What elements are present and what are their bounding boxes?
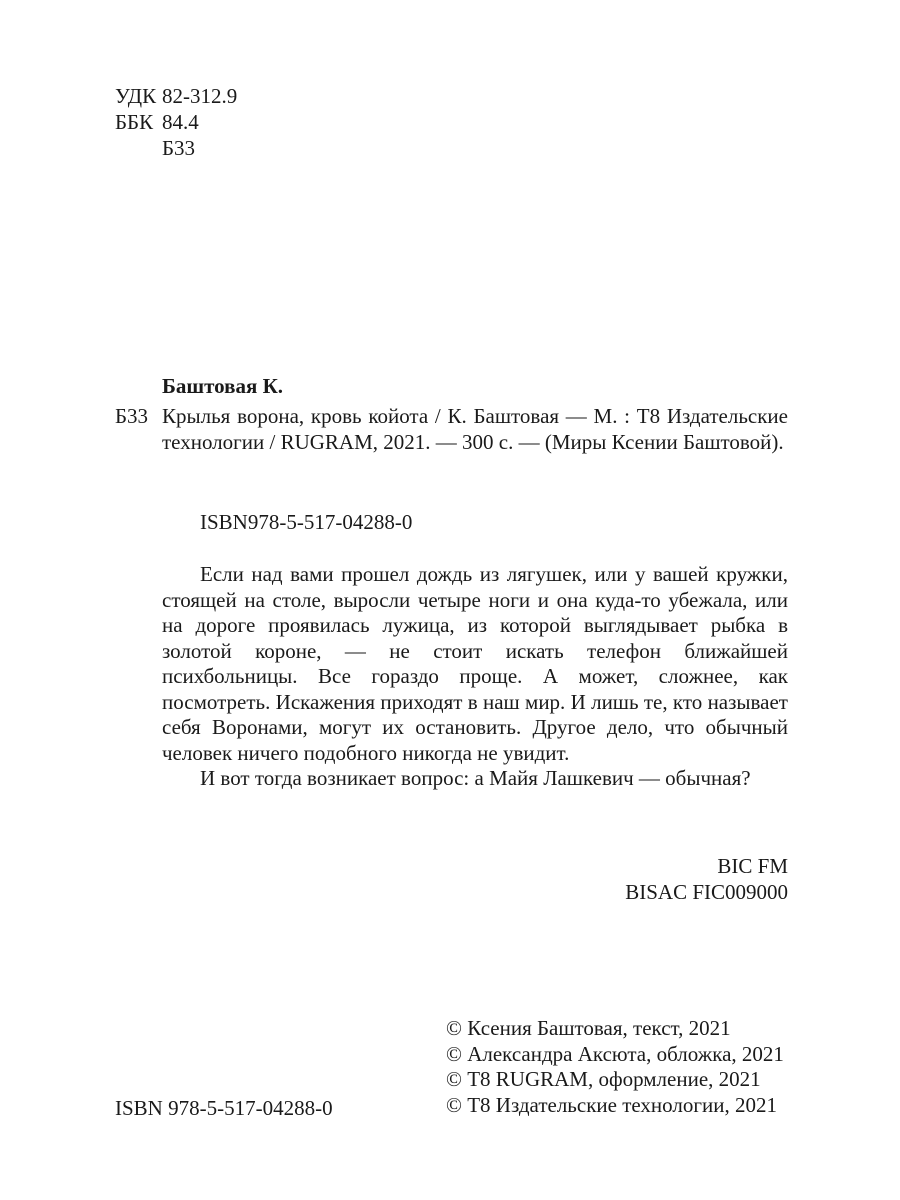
footer-isbn: ISBN 978-5-517-04288-0	[115, 1096, 333, 1120]
udk-line	[115, 84, 237, 110]
author-heading: Баштовая К.	[162, 374, 284, 398]
bibliographic-description: Крылья ворона, кровь койота / К. Баштовая — М. : Т8 Издательские технологии / RUGRAM, 2021. — 300 с. — (Миры Ксении Баштовой).	[162, 404, 788, 454]
udk-label: УДК	[115, 84, 157, 108]
copyright-block	[446, 1016, 806, 1118]
bbk-line	[115, 110, 199, 136]
bbk-value: 84.4	[162, 110, 199, 134]
copyright-line: © Т8 RUGRAM, оформление, 2021	[446, 1067, 761, 1091]
author-mark: Б33	[162, 136, 196, 160]
copyright-line: © Ксения Баштовая, текст, 2021	[446, 1016, 731, 1040]
annotation-paragraph-2: И вот тогда возникает вопрос: а Майя Лашкевич — обычная?	[200, 766, 751, 790]
copyright-line: © Т8 Издательские технологии, 2021	[446, 1092, 777, 1117]
annotation-paragraph-1: Если над вами прошел дождь из лягушек, или у вашей кружки, стоящей на столе, выросли четыре ноги и она куда-то убежала, или на дороге проявилась лужица, из которой выглядывает рыбка в золотой короне, — не стоит искать телефон ближайшей психбольницы. Все гораздо проще. А может, сложнее, как посмотреть. Искажения приходят в наш мир. И лишь те, кто называет себя Воронами, могут их остановить. Другое дело, что обычный человек ничего подобного никогда не увидит.	[162, 562, 788, 765]
bic-code: BIC FM	[717, 854, 788, 878]
annotation	[162, 562, 788, 792]
record-isbn: ISBN978-5-517-04288-0	[200, 510, 413, 534]
udk-value: 82-312.9	[162, 84, 238, 108]
bisac-code: BISAC FIC009000	[625, 880, 788, 904]
bbk-label: ББК	[115, 110, 154, 134]
record-author-mark: Б33	[115, 404, 149, 428]
copyright-line: © Александра Аксюта, обложка, 2021	[446, 1041, 784, 1066]
